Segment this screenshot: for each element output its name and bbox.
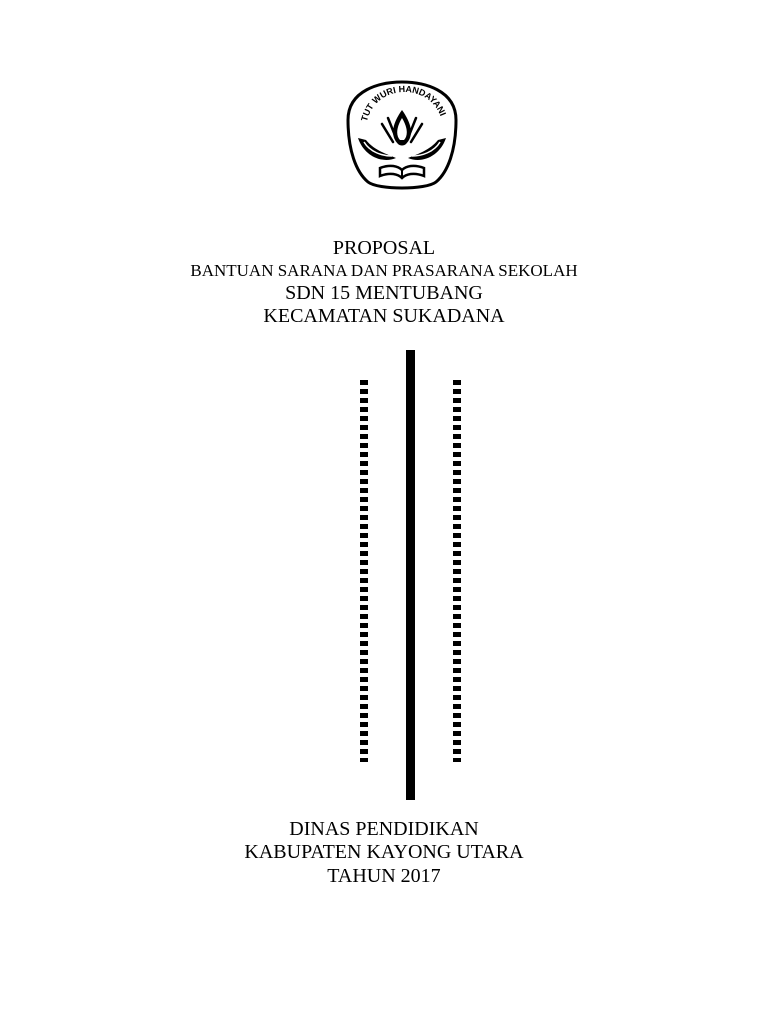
center-solid-line: [406, 350, 415, 800]
tut-wuri-handayani-emblem: [340, 80, 464, 194]
dotted-line-right: [453, 380, 461, 762]
district-name: KECAMATAN SUKADANA: [263, 305, 505, 327]
year-label: TAHUN 2017: [327, 865, 441, 887]
office-name: DINAS PENDIDIKAN: [289, 818, 479, 840]
school-name: SDN 15 MENTUBANG: [285, 282, 483, 304]
proposal-subtitle: BANTUAN SARANA DAN PRASARANA SEKOLAH: [190, 261, 578, 280]
regency-name: KABUPATEN KAYONG UTARA: [244, 841, 524, 863]
logo-motto: TUT WURI HANDAYANI: [359, 83, 448, 123]
proposal-title: PROPOSAL: [332, 237, 436, 259]
dotted-line-left: [360, 380, 368, 762]
